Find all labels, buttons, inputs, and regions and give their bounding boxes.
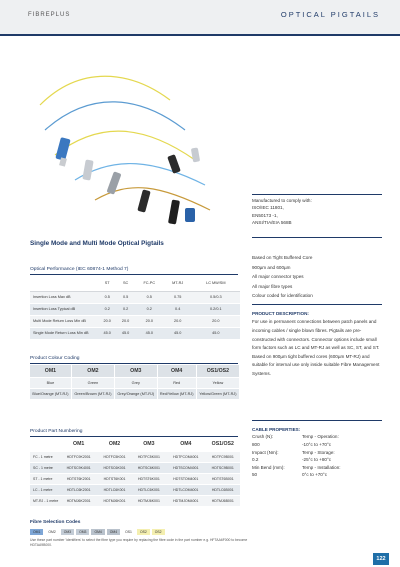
table-header-row — [30, 438, 240, 451]
table-cell: HDTLC6K001 — [97, 484, 131, 495]
fibre-selection-note: Use these part number 'identifiers' to select the fibre type you require by replacing the fibre code in the part number e.g. HFTAA6F000 to become HDTAA9B000. — [30, 538, 248, 547]
cable-label: Crush (N): — [252, 434, 274, 440]
page-title: Single Mode and Multi Mode Optical Pigtails — [30, 240, 164, 247]
table-header-cell: FC-PC — [135, 276, 164, 291]
table-header-cell: OM4 — [166, 438, 205, 451]
table-cell: 0.2 — [98, 303, 116, 315]
feature-item: Based on Tight Buffered Core — [252, 255, 313, 260]
table-header-cell: ST — [98, 276, 116, 291]
table-row — [30, 451, 240, 462]
table-cell: 0.4 — [164, 303, 192, 315]
brand-label: FIBREPLUS — [28, 12, 71, 18]
table-header-cell: OS1/OS2 — [196, 365, 239, 377]
row-label: FC - 1 metre — [30, 451, 60, 462]
table-cell: Red/Yellow (MT-RJ) — [157, 388, 196, 399]
table-cell: HDTFC5K001 — [132, 451, 166, 462]
table-header-cell: OM3 — [114, 365, 157, 377]
part-numbering-table — [30, 438, 240, 506]
compliance-block — [252, 197, 392, 227]
table-cell: 0.2 — [116, 303, 134, 315]
row-label: LC - 1 metre — [30, 484, 60, 495]
table-cell: HDTST6K001 — [132, 473, 166, 484]
table-cell: 0.5 — [135, 291, 164, 303]
table-cell: 45.0 — [116, 327, 134, 339]
pigtail-product-image — [20, 60, 235, 235]
table-row — [30, 377, 240, 388]
table-cell: Red — [157, 377, 196, 388]
table-cell: Green — [71, 377, 114, 388]
table-cell: HDTMJ6K001 — [132, 495, 166, 506]
row-label: ST - 1 metre — [30, 473, 60, 484]
description-rule — [252, 304, 382, 305]
numbering-rule — [30, 436, 238, 437]
section-title: OPTICAL PIGTAILS — [280, 10, 380, 19]
table-cell: Blue — [30, 377, 71, 388]
cable-label: 50 — [252, 472, 258, 478]
cable-properties — [252, 426, 392, 479]
table-row — [30, 291, 240, 303]
feature-item: Colour coded for identification — [252, 293, 313, 299]
table-cell: 45.0 — [135, 327, 164, 339]
table-cell: 20.0 — [164, 315, 192, 327]
compliance-line: ISO/IEC 11801, — [252, 205, 284, 211]
cable-value: 0°c to +70°c — [302, 472, 327, 478]
fibre-code-chip: OM4 — [107, 529, 120, 535]
page-header — [0, 0, 400, 36]
table-cell: HDTSC9B001 — [206, 462, 240, 473]
table-cell: 0.2 — [135, 303, 164, 315]
colour-coding-title: Product Colour Coding — [30, 356, 80, 361]
table-header-cell: OM1 — [30, 365, 71, 377]
row-label: SC - 1 metre — [30, 462, 60, 473]
table-cell: HDTMJOM4001 — [166, 495, 205, 506]
table-header-cell: OM2 — [97, 438, 131, 451]
table-header-row — [30, 365, 240, 377]
performance-title: Optical Performance (IEC 60874-1 Method 7) — [30, 267, 129, 272]
table-cell: HDTFCOM4001 — [166, 451, 205, 462]
table-header-blank — [30, 276, 98, 291]
table-cell: 20.0 — [116, 315, 134, 327]
description-text: For use in permanent connections between patch panels and incoming cables / single blown fibres. Pigtails are pre-constructed with connectors. Connector options include small form factors such as LC and MT-RJ as well as SC, ST, and ST. Based on 900µm tight buffered cores (600µm MT-RJ) and suitable for internal use only inside suitable Fibre Management Systems. — [252, 319, 380, 376]
table-cell: 45.0 — [164, 327, 192, 339]
table-header-cell: SC — [116, 276, 134, 291]
table-cell: HDTST6K001 — [97, 473, 131, 484]
table-cell: 0.5 — [116, 291, 134, 303]
table-cell: HDTSTOM4001 — [166, 473, 205, 484]
cable-properties-title: CABLE PROPERTIES: — [252, 427, 301, 432]
table-row — [30, 484, 240, 495]
cable-properties-grid — [252, 433, 392, 479]
table-cell: 0.2/0.1 — [192, 303, 240, 315]
table-cell: 20.0 — [98, 315, 116, 327]
table-cell: 0.75 — [164, 291, 192, 303]
table-cell: HDTFC9B001 — [206, 451, 240, 462]
row-label: Multi Mode Return Loss Min dB — [30, 315, 98, 327]
table-header-cell: LC MW/SM — [192, 276, 240, 291]
performance-rule — [30, 274, 238, 275]
table-row — [30, 303, 240, 315]
table-cell: HDTMJ6B001 — [206, 495, 240, 506]
table-cell: HDTMJ6K2001 — [60, 495, 97, 506]
fibre-code-chip: OM3 — [76, 529, 89, 535]
features-rule — [252, 237, 382, 238]
cable-value: Temp - Storage: — [302, 449, 335, 455]
table-cell: Blue/Orange (MT-RJ) — [30, 388, 71, 399]
cable-value: Temp - Installation: — [302, 464, 341, 470]
table-header-cell: OM1 — [60, 438, 97, 451]
fibre-code-chip: OM4 — [91, 529, 104, 535]
table-cell: 45.0 — [192, 327, 240, 339]
table-cell: 45.0 — [98, 327, 116, 339]
cable-label: 800 — [252, 442, 260, 447]
performance-table — [30, 276, 240, 340]
table-cell: 20.0 — [192, 315, 240, 327]
compliance-line: ANSI/TIA/EIA 568B — [252, 220, 292, 226]
table-cell: HDTST6K2001 — [60, 473, 97, 484]
table-header-cell: OM4 — [157, 365, 196, 377]
colour-coding-table — [30, 365, 240, 399]
row-label: Single Mode Return Loss Min dB — [30, 327, 98, 339]
feature-item: All major connector types — [252, 274, 304, 280]
table-cell: 0.5/0.3 — [192, 291, 240, 303]
page-number: 122 — [373, 553, 389, 565]
feature-item: 900µm and 600µm — [252, 264, 291, 270]
cable-rule — [252, 420, 382, 421]
table-cell: HDTST6B001 — [206, 473, 240, 484]
header-rule — [0, 34, 400, 36]
table-header-cell: MT-RJ — [164, 276, 192, 291]
feature-item: All major fibre types — [252, 283, 293, 289]
pigtail-illustration — [20, 60, 235, 235]
table-cell: HDTSCOM4001 — [166, 462, 205, 473]
row-label: Insertion Loss Max dB — [30, 291, 98, 303]
compliance-line: EN50173 -1, — [252, 212, 278, 218]
table-cell: Grey — [114, 377, 157, 388]
fibre-code-chip: OM2 — [45, 529, 58, 535]
table-cell: HDTSC9K4001 — [60, 462, 97, 473]
features-list — [252, 253, 392, 301]
table-cell: Grey/Orange (MT-RJ) — [114, 388, 157, 399]
fibre-code-chips — [30, 529, 165, 535]
compliance-rule — [252, 194, 382, 195]
table-cell: HDTFC5K001 — [97, 451, 131, 462]
table-row — [30, 462, 240, 473]
table-cell: HDTLC6K2001 — [60, 484, 97, 495]
fibre-selection-title: Fibre Selection Codes — [30, 520, 81, 525]
table-cell: HDTFC9K2001 — [60, 451, 97, 462]
colour-coding-rule — [30, 363, 238, 364]
table-cell: Green/Brown (MT-RJ) — [71, 388, 114, 399]
cable-value: -10°c to +70°c — [302, 442, 332, 447]
table-cell: Yellow — [196, 377, 239, 388]
fibre-code-chip: OM1 — [30, 529, 43, 535]
table-cell: 0.5 — [98, 291, 116, 303]
table-row — [30, 473, 240, 484]
table-header-cell: OM2 — [71, 365, 114, 377]
table-cell: HDTLC6K001 — [132, 484, 166, 495]
description-title: PRODUCT DESCRIPTION: — [252, 311, 309, 316]
fibre-code-chip: OS2 — [137, 529, 150, 535]
description-block — [252, 310, 380, 379]
table-cell: Yellow/Green (MT-RJ) — [196, 388, 239, 399]
fibre-code-chip: OS2 — [152, 529, 165, 535]
table-cell: 20.0 — [135, 315, 164, 327]
table-cell: HDTLCOM4001 — [166, 484, 205, 495]
table-cell: HDTLC6B001 — [206, 484, 240, 495]
table-header-cell: OM3 — [132, 438, 166, 451]
table-header-blank — [30, 438, 60, 451]
table-cell: HDTSC6K001 — [132, 462, 166, 473]
row-label: MT-RJ - 1 metre — [30, 495, 60, 506]
cable-label: 0.2 — [252, 457, 259, 463]
fibre-code-chip: OM3 — [61, 529, 74, 535]
numbering-title: Product Part Numbering — [30, 429, 83, 434]
row-label: Insertion Loss Typical dB — [30, 303, 98, 315]
table-header-cell: OS1/OS2 — [206, 438, 240, 451]
cable-value: -25°c to +80°c — [302, 457, 332, 463]
table-header-row — [30, 276, 240, 291]
table-row — [30, 388, 240, 399]
table-cell: HDTSC6K001 — [97, 462, 131, 473]
table-cell: HDTMJ6K001 — [97, 495, 131, 506]
cable-value: Temp - Operation: — [302, 434, 339, 440]
fibre-code-chip: OS1 — [122, 529, 135, 535]
table-row — [30, 315, 240, 327]
table-row — [30, 327, 240, 339]
cable-label: Min Bend (mm): — [252, 464, 285, 470]
cable-label: Impact (Nm): — [252, 449, 279, 455]
compliance-title: Manufactured to comply with: — [252, 198, 312, 203]
table-row — [30, 495, 240, 506]
